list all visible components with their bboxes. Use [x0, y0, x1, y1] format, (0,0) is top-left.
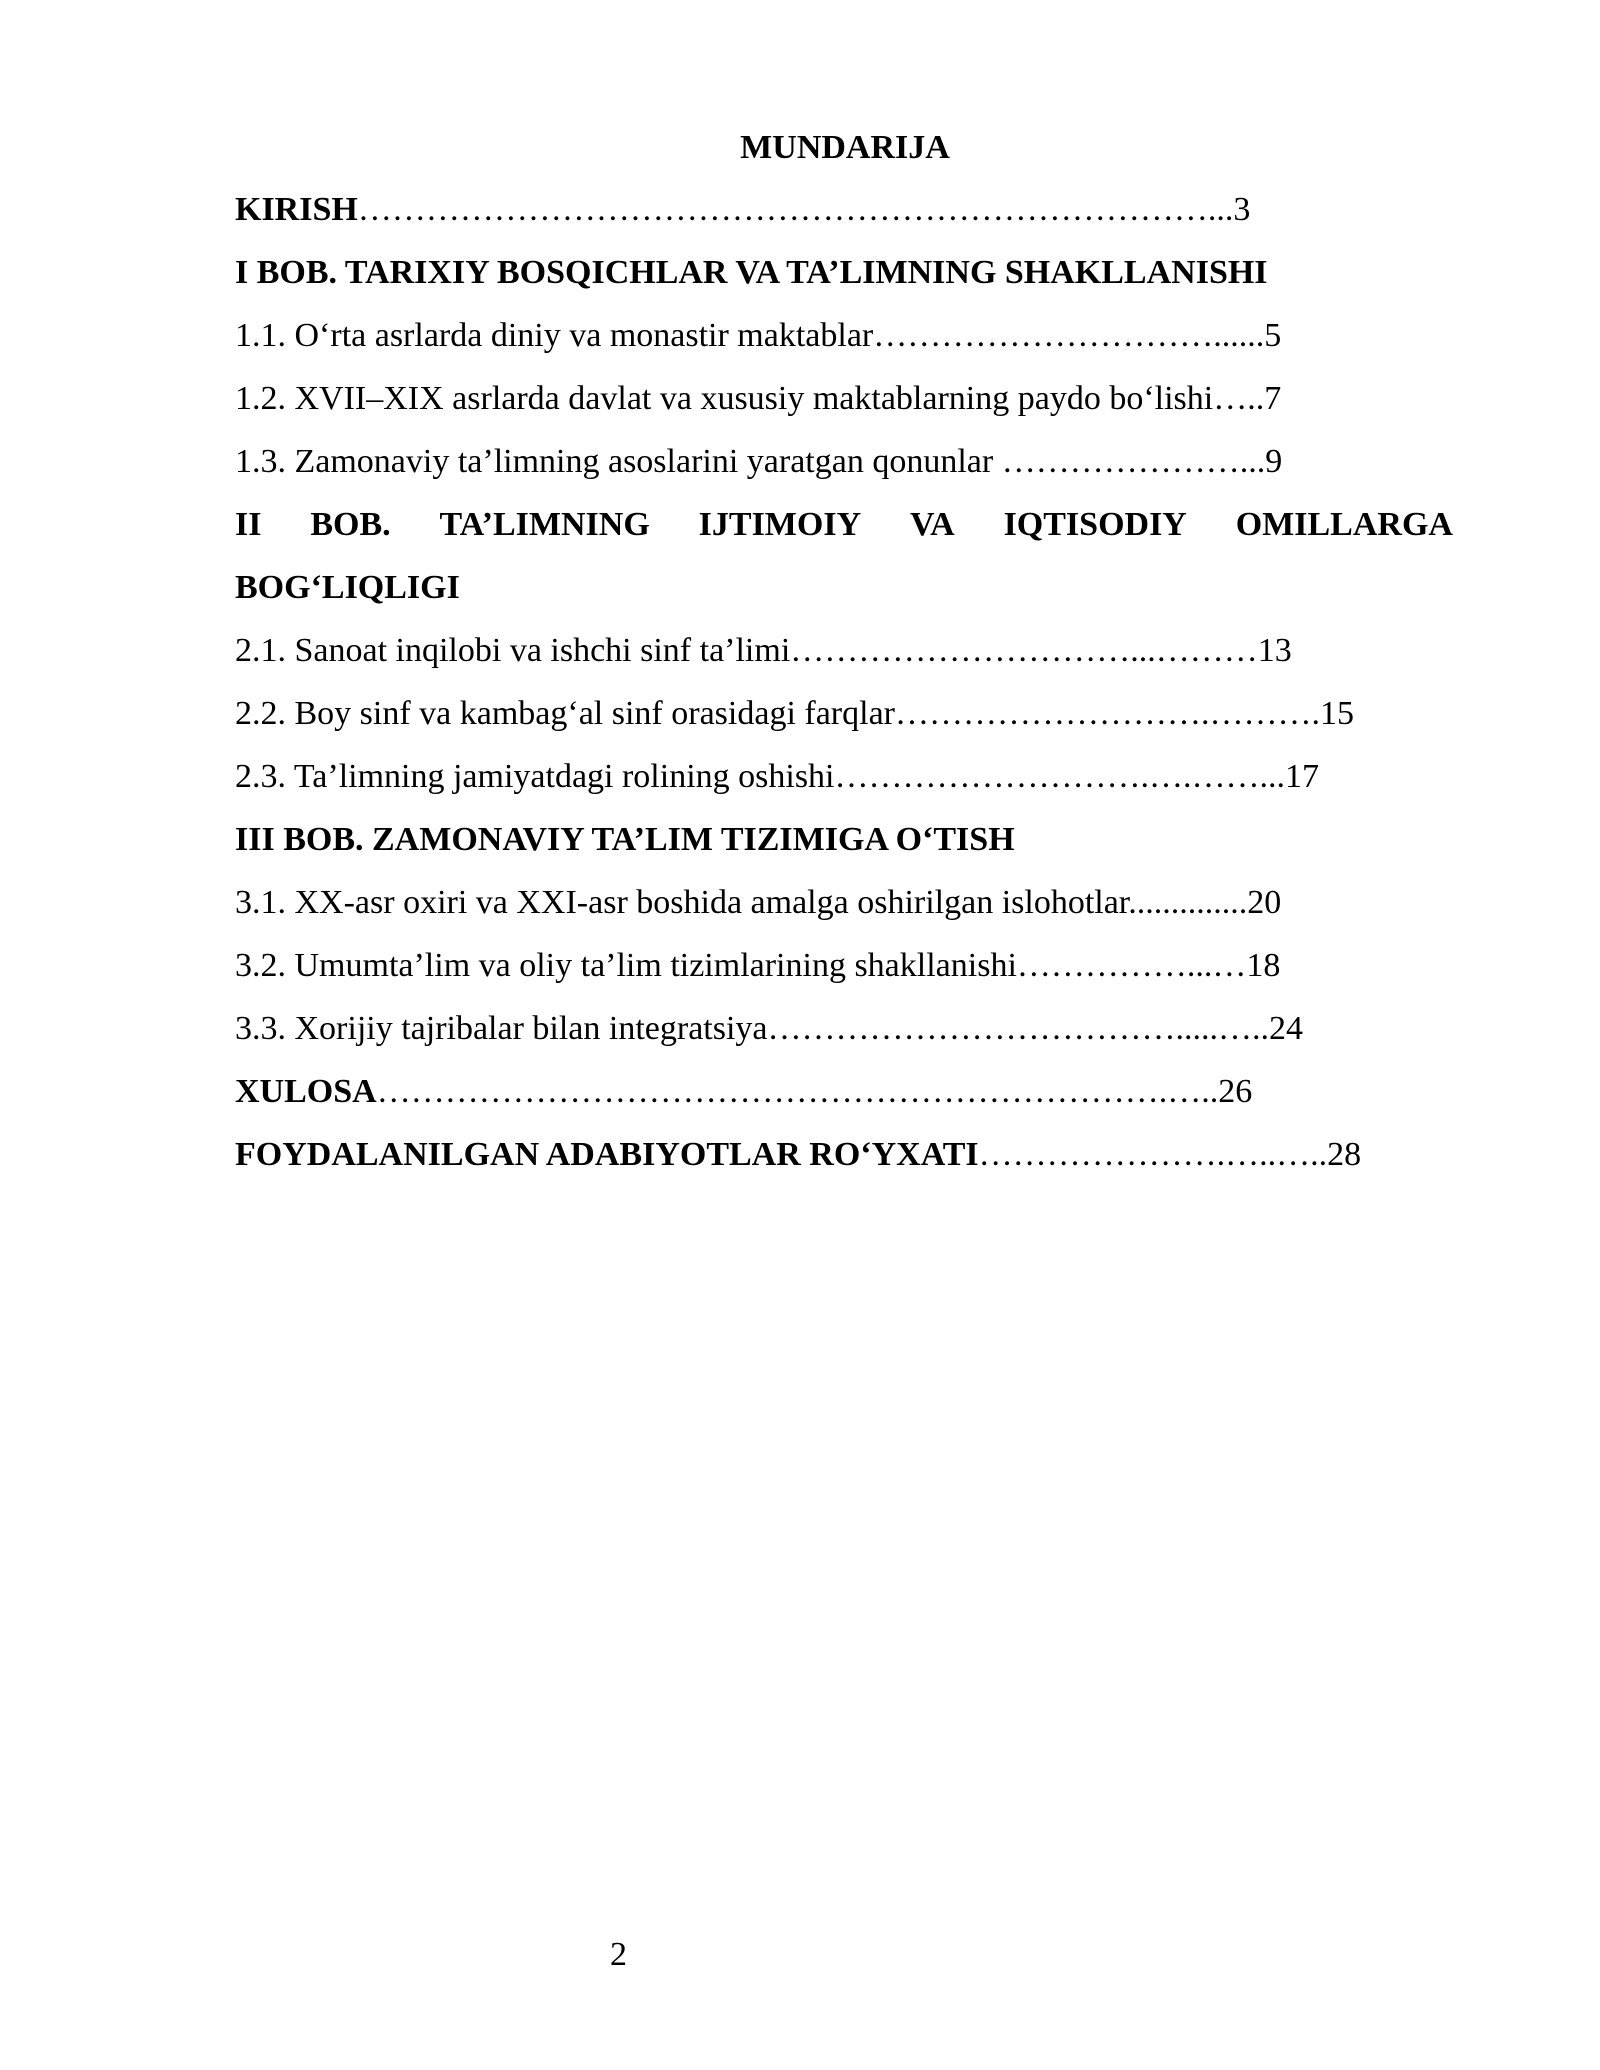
toc-leader-dots: …..	[1213, 380, 1265, 417]
toc-entry-label: 1.1. O‘rta asrlarda diniy va monastir maktablar	[235, 317, 874, 354]
toc-chapter-3[interactable]	[235, 820, 1015, 860]
toc-entry-label: 1.2. XVII–XIX asrlarda davlat va xususiy maktablarning paydo bo‘lishi	[235, 380, 1214, 417]
toc-entry-label: FOYDALANILGAN ADABIYOTLAR RO‘YXATI	[235, 1136, 979, 1173]
toc-entry-label: 3.3. Xorijiy tajribalar bilan integratsiya	[235, 1010, 768, 1047]
toc-page-number: 9	[1265, 443, 1283, 480]
toc-entry-3-1[interactable]	[235, 883, 1281, 923]
toc-entry-3-3[interactable]	[235, 1009, 1303, 1049]
toc-leader-dots: …………………………...………	[790, 632, 1258, 669]
toc-leader-dots: ………………….…..…..	[978, 1136, 1328, 1173]
toc-entry-xulosa[interactable]	[235, 1072, 1252, 1112]
toc-chapter-word: II	[235, 506, 262, 543]
toc-chapter-word: BOB.	[310, 506, 391, 543]
toc-leader-dots: ..............	[1128, 884, 1248, 921]
toc-leader-dots: ……………………….……….	[894, 695, 1320, 732]
toc-page-number: 15	[1319, 695, 1354, 732]
toc-chapter-word: TA’LIMNING	[439, 506, 650, 543]
toc-entry-2-1[interactable]	[235, 631, 1292, 671]
toc-chapter-label: I BOB. TARIXIY BOSQICHLAR VA TA’LIMNING SHAKLLANISHI	[235, 254, 1268, 291]
toc-entry-label: 3.2. Umumta’lim va oliy ta’lim tizimlarining shakllanishi	[235, 947, 1017, 984]
toc-chapter-label: BOG‘LIQLIGI	[235, 569, 460, 606]
toc-chapter-word: OMILLARGA	[1235, 506, 1453, 543]
toc-entry-1-2[interactable]	[235, 379, 1281, 419]
toc-entry-label: KIRISH	[235, 191, 358, 228]
toc-entry-adabiyotlar[interactable]	[235, 1135, 1361, 1175]
toc-chapter-word: IQTISODIY	[1003, 506, 1187, 543]
toc-entry-label: 2.2. Boy sinf va kambag‘al sinf orasidagi farqlar	[235, 695, 895, 732]
toc-entry-kirish[interactable]	[235, 190, 1250, 230]
toc-chapter-2-continuation[interactable]	[235, 568, 460, 608]
toc-leader-dots: ……………………….….……...	[834, 758, 1285, 795]
toc-page-number: 17	[1285, 758, 1319, 795]
toc-chapter-2[interactable]	[235, 505, 1453, 545]
toc-page-number: 28	[1327, 1136, 1362, 1173]
toc-page-number: 26	[1218, 1073, 1253, 1110]
toc-leader-dots: …………………………......	[873, 317, 1265, 354]
toc-entry-3-2[interactable]	[235, 946, 1280, 986]
toc-entry-label: XULOSA	[235, 1073, 377, 1110]
toc-chapter-1[interactable]	[235, 253, 1268, 293]
toc-chapter-word: IJTIMOIY	[698, 506, 862, 543]
toc-leader-dots: ……………...…	[1016, 947, 1247, 984]
toc-page-number: 18	[1246, 947, 1281, 984]
toc-page-number: 13	[1257, 632, 1292, 669]
page-number: 2	[610, 1936, 627, 1973]
toc-entry-2-3[interactable]	[235, 757, 1319, 797]
toc-entry-1-1[interactable]	[235, 316, 1281, 356]
toc-entry-label: 3.1. XX-asr oxiri va XXI-asr boshida amalga oshirilgan islohotlar	[235, 884, 1129, 921]
toc-entry-label: 2.3. Ta’limning jamiyatdagi rolining oshishi	[235, 758, 835, 795]
toc-page-number: 24	[1269, 1010, 1304, 1047]
toc-entry-2-2[interactable]	[235, 694, 1354, 734]
page-title: MUNDARIJA	[740, 129, 950, 166]
toc-chapter-label: III BOB. ZAMONAVIY TA’LIM TIZIMIGA O‘TISH	[235, 821, 1015, 858]
toc-page-number: 5	[1264, 317, 1282, 354]
toc-leader-dots: …………………………………………………………….…..	[376, 1073, 1219, 1110]
toc-entry-label: 1.3. Zamonaviy ta’limning asoslarini yaratgan qonunlar	[235, 443, 1002, 480]
toc-page-number: 3	[1233, 191, 1251, 228]
toc-page-number: 20	[1247, 884, 1282, 921]
toc-leader-dots: …………………...	[1001, 443, 1266, 480]
toc-entry-1-3[interactable]	[235, 442, 1282, 482]
toc-chapter-word: VA	[909, 506, 955, 543]
toc-page-number: 7	[1264, 380, 1282, 417]
toc-entry-label: 2.1. Sanoat inqilobi va ishchi sinf ta’limi	[235, 632, 791, 669]
toc-leader-dots: …………………………………………………………………...	[357, 191, 1234, 228]
toc-leader-dots: ……………………………….....…..	[767, 1010, 1270, 1047]
